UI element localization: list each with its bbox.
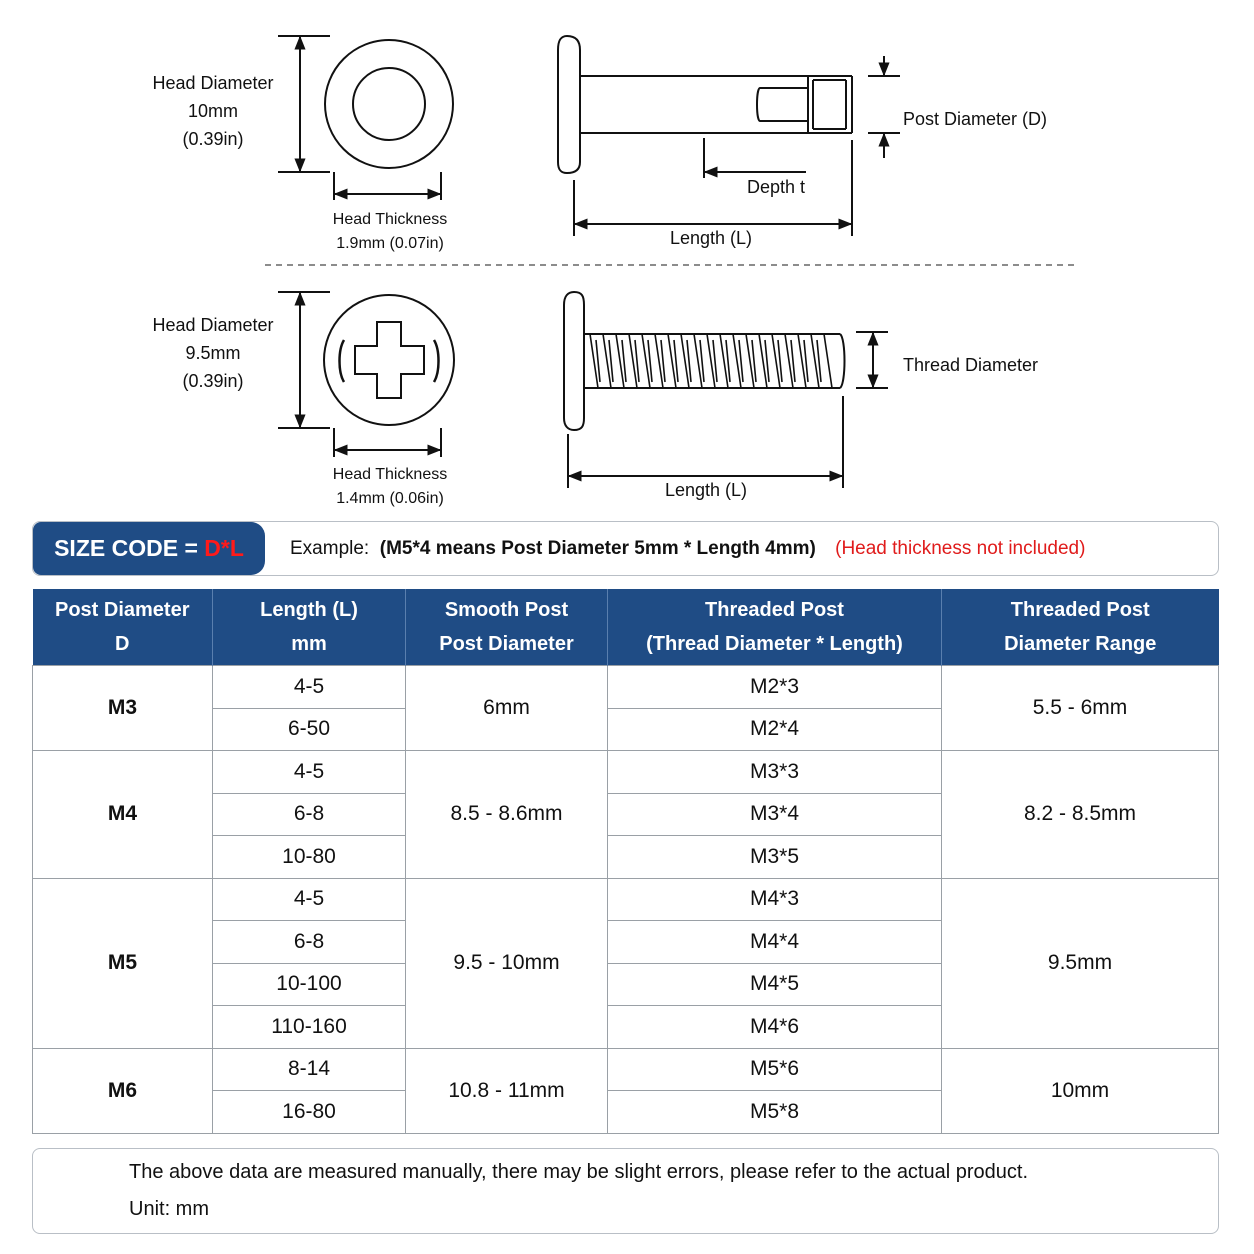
- table-row: [33, 666, 1219, 709]
- table-row: [33, 1048, 1219, 1091]
- threaded-post-cell: M5*8: [608, 1091, 942, 1134]
- length-cell: 10-100: [213, 963, 406, 1006]
- threaded-post-cell: M5*6: [608, 1048, 942, 1091]
- bottom-length-label: Length (L): [664, 480, 748, 500]
- bottom-head-thickness-label: Head Thickness: [332, 466, 448, 483]
- measurement-note: [32, 1148, 1219, 1234]
- top-head-thickness-value: 1.9mm (0.07in): [336, 235, 444, 252]
- thread-diameter-label: Thread Diameter: [903, 355, 1039, 375]
- diameter-range-cell: 8.2 - 8.5mm: [942, 751, 1219, 879]
- length-cell: 6-50: [213, 708, 406, 751]
- size-cell: M5: [33, 878, 213, 1048]
- length-cell: 8-14: [213, 1048, 406, 1091]
- smooth-diameter-cell: 10.8 - 11mm: [406, 1048, 608, 1133]
- table-header-row: [33, 589, 1219, 666]
- spec-table: [32, 589, 1219, 1134]
- smooth-post-side-view: [558, 36, 900, 236]
- top-head-diameter-value: 10mm: [187, 101, 238, 121]
- threaded-post-cell: M4*6: [608, 1006, 942, 1049]
- size-cell: M3: [33, 666, 213, 751]
- length-cell: 110-160: [213, 1006, 406, 1049]
- size-cell: M6: [33, 1048, 213, 1133]
- diameter-range-cell: 5.5 - 6mm: [942, 666, 1219, 751]
- length-cell: 4-5: [213, 751, 406, 794]
- bottom-head-diameter-inches: (0.39in): [182, 371, 244, 391]
- top-head-diameter-inches: (0.39in): [182, 129, 244, 149]
- size-cell: M4: [33, 751, 213, 879]
- example-note: (Head thickness not included): [835, 538, 1086, 559]
- smooth-diameter-cell: 9.5 - 10mm: [406, 878, 608, 1048]
- spec-table-body: [33, 666, 1219, 1134]
- length-cell: 16-80: [213, 1091, 406, 1134]
- table-row: [33, 751, 1219, 794]
- post-diameter-label: Post Diameter (D): [903, 109, 1048, 129]
- length-cell: 6-8: [213, 921, 406, 964]
- length-cell: 10-80: [213, 836, 406, 879]
- top-head-thickness-label: Head Thickness: [332, 211, 448, 228]
- example-text: (M5*4 means Post Diameter 5mm * Length 4mm): [379, 538, 816, 559]
- header-threaded-range: Threaded Post Diameter Range: [942, 589, 1219, 666]
- length-cell: 4-5: [213, 878, 406, 921]
- threaded-post-head-view: [278, 292, 454, 457]
- threaded-post-cell: M4*4: [608, 921, 942, 964]
- top-head-diameter-label: Head Diameter: [152, 73, 274, 93]
- diameter-range-cell: 10mm: [942, 1048, 1219, 1133]
- size-code-badge: [33, 522, 265, 575]
- size-code-value: D*L: [204, 535, 244, 561]
- size-code-prefix: SIZE CODE =: [54, 535, 205, 561]
- screw-diagram: [0, 0, 1254, 515]
- note-unit: Unit: mm: [129, 1198, 209, 1220]
- size-code-bar: [32, 521, 1219, 576]
- threaded-post-cell: M3*4: [608, 793, 942, 836]
- header-threaded-post: Threaded Post (Thread Diameter * Length): [608, 589, 942, 666]
- length-cell: 4-5: [213, 666, 406, 709]
- threaded-post-cell: M3*5: [608, 836, 942, 879]
- header-smooth-post: Smooth Post Post Diameter: [406, 589, 608, 666]
- header-post-diameter: Post Diameter D: [33, 589, 213, 666]
- threaded-post-cell: M4*3: [608, 878, 942, 921]
- diameter-range-cell: 9.5mm: [942, 878, 1219, 1048]
- threaded-post-side-view: [564, 292, 888, 488]
- smooth-post-head-view: [278, 36, 453, 200]
- note-line-1: The above data are measured manually, there may be slight errors, please refer to the actual product.: [129, 1161, 1029, 1183]
- threaded-post-cell: M3*3: [608, 751, 942, 794]
- threaded-post-cell: M2*4: [608, 708, 942, 751]
- depth-label: Depth t: [747, 177, 806, 197]
- bottom-head-diameter-value: 9.5mm: [185, 343, 241, 363]
- example-label: Example:: [290, 538, 370, 559]
- bottom-head-diameter-label: Head Diameter: [152, 315, 274, 335]
- smooth-diameter-cell: 6mm: [406, 666, 608, 751]
- header-length: Length (L) mm: [213, 589, 406, 666]
- size-code-example: [290, 522, 1085, 575]
- smooth-diameter-cell: 8.5 - 8.6mm: [406, 751, 608, 879]
- table-row: [33, 878, 1219, 921]
- threaded-post-cell: M4*5: [608, 963, 942, 1006]
- top-length-label: Length (L): [669, 228, 753, 248]
- length-cell: 6-8: [213, 793, 406, 836]
- bottom-head-thickness-value: 1.4mm (0.06in): [336, 490, 444, 507]
- threaded-post-cell: M2*3: [608, 666, 942, 709]
